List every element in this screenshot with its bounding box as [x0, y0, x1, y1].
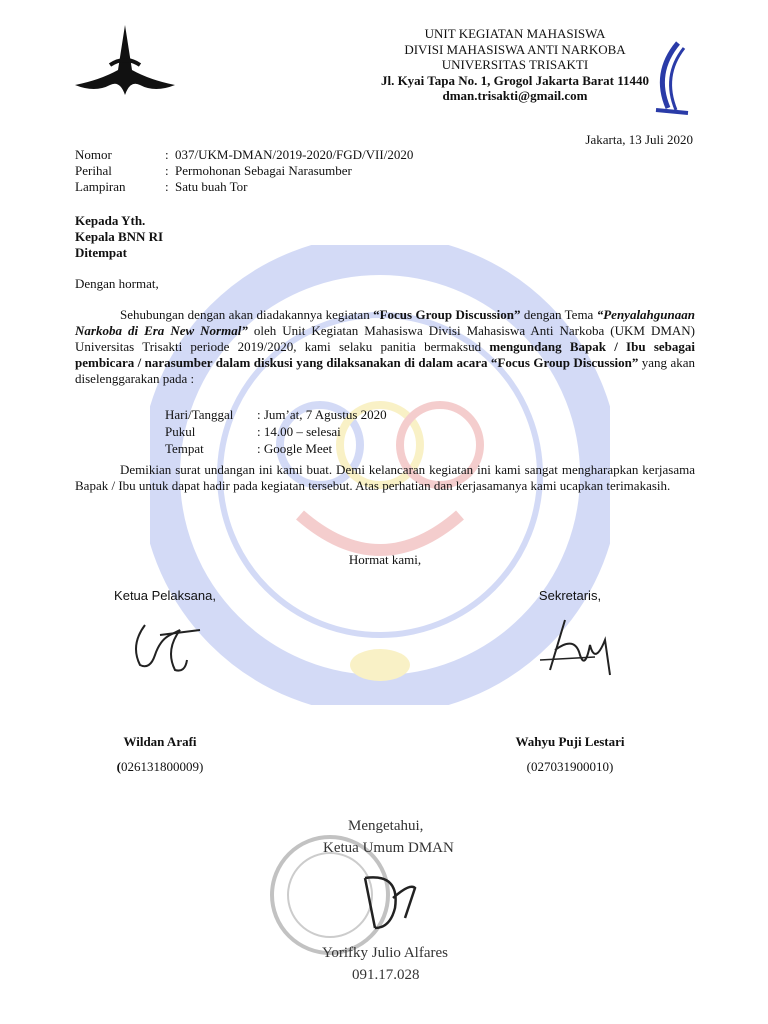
body2-text: Demikian surat undangan ini kami buat. Demi kelancaran kegiatan ini kami sangat mengharapkan kerjasama Bapak / Ibu untuk dapat hadir pada kegiatan tersebut. Atas perhatian dan kerjasamanya kami ucapkan terimakasih. — [75, 462, 695, 493]
meta-sep: : — [165, 163, 169, 178]
body1-event-name: “Focus Group Discussion” — [373, 307, 521, 322]
body1-text-4: yang akan diselenggarakan pada : — [75, 355, 695, 386]
meta-key: Perihal — [75, 163, 112, 178]
meta-row — [75, 179, 413, 195]
detail-row — [165, 423, 387, 440]
body1-theme: “Penyalahgunaan Narkoba di Era New Normal” — [75, 307, 695, 338]
letterhead — [340, 26, 690, 104]
approval-label-1: Mengetahui, — [348, 818, 424, 834]
letterhead-line1: UNIT KEGIATAN MAHASISWA — [424, 26, 606, 41]
detail-row — [165, 440, 387, 457]
recipient-block — [75, 213, 163, 261]
detail-key: Hari/Tanggal — [165, 407, 234, 422]
body-paragraph-1 — [75, 307, 695, 387]
letterhead-line2: DIVISI MAHASISWA ANTI NARKOBA — [404, 41, 626, 57]
left-signature-icon — [125, 615, 205, 675]
left-signatory-id — [100, 759, 220, 775]
right-signatory-id: (027031900010) — [526, 759, 614, 774]
detail-value: : 14.00 – selesai — [257, 424, 341, 439]
right-signatory-name: Wahyu Puji Lestari — [515, 734, 625, 749]
left-signatory-role: Ketua Pelaksana, — [114, 588, 216, 603]
meta-key: Lampiran — [75, 179, 126, 194]
meta-row — [75, 163, 413, 179]
body1-text-3: oleh Unit Kegiatan Mahasiswa Divisi Mahasiswa Anti Narkoba (UKM DMAN) Universitas Trisakti periode 2019/2020, kami selaku panitia bermaksud — [75, 323, 695, 354]
recipient-line3: Ditempat — [75, 245, 127, 260]
body1-invitation: mengundang Bapak / Ibu sebagai pembicara / narasumber dalam diskusi yang dilaksanakan di dalam acara “Focus Group Discussion” — [75, 339, 695, 370]
left-id-paren: ( — [116, 759, 121, 774]
closing: Hormat kami, — [348, 552, 422, 567]
approval-label-2: Ketua Umum DMAN — [323, 840, 454, 856]
approval-id: 091.17.028 — [352, 967, 420, 983]
meta-sep: : — [165, 179, 169, 194]
meta-sep: : — [165, 147, 169, 162]
body1-text-1: Sehubungan dengan akan diadakannya kegiatan — [120, 307, 374, 322]
right-signature-icon — [535, 615, 620, 685]
right-signatory-role: Sekretaris, — [538, 588, 602, 603]
detail-value: : Jum’at, 7 Agustus 2020 — [257, 407, 387, 422]
body1-text-2: dengan Tema — [520, 307, 597, 322]
university-logo-icon — [70, 25, 180, 105]
detail-key: Pukul — [165, 424, 196, 439]
left-signatory-name: Wildan Arafi — [123, 734, 197, 749]
detail-row — [165, 406, 387, 423]
detail-value: : Google Meet — [257, 441, 333, 456]
event-details — [165, 406, 387, 457]
left-id-number: 026131800009) — [121, 759, 204, 774]
meta-key: Nomor — [75, 147, 112, 162]
meta-value: Permohonan Sebagai Narasumber — [175, 163, 352, 178]
approval-name: Yorifky Julio Alfares — [322, 945, 448, 961]
letterhead-line3: UNIVERSITAS TRISAKTI — [441, 57, 589, 72]
detail-key: Tempat — [165, 441, 204, 456]
approval-signature-icon — [355, 868, 425, 938]
meta-value: 037/UKM-DMAN/2019-2020/FGD/VII/2020 — [175, 147, 414, 162]
letter-meta — [75, 147, 413, 195]
letter-date: Jakarta, 13 Juli 2020 — [585, 132, 693, 147]
body-paragraph-2 — [75, 462, 695, 494]
greeting: Dengan hormat, — [75, 276, 159, 291]
letterhead-email: dman.trisakti@gmail.com — [442, 88, 588, 103]
recipient-line2: Kepala BNN RI — [75, 229, 164, 244]
letterhead-address: Jl. Kyai Tapa No. 1, Grogol Jakarta Barat 11440 — [380, 72, 650, 88]
meta-value: Satu buah Tor — [175, 179, 248, 194]
recipient-line1: Kepada Yth. — [75, 213, 146, 228]
meta-row — [75, 147, 413, 163]
